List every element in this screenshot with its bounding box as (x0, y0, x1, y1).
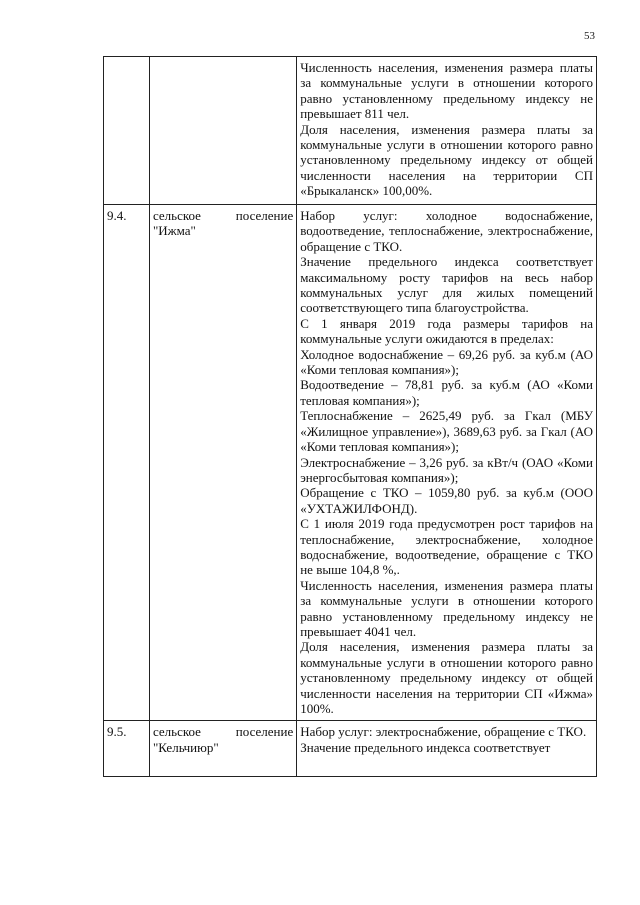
row-number-cell: 9.5. (104, 721, 150, 777)
table-row (104, 205, 597, 721)
page-number: 53 (584, 30, 595, 42)
description-paragraph: Значение предельного индекса соответствует максимальному росту тарифов на весь набор коммунальных услуг для жилых помещений соответствующего типа благоустройства. (300, 254, 593, 316)
row-number-cell: 9.4. (104, 205, 150, 721)
description-paragraph: Численность населения, изменения размера платы за коммунальные услуги в отношении которого равно установленному предельному индексу не превышает 811 чел. (300, 60, 593, 122)
row-number-cell (104, 57, 150, 205)
table-row (104, 721, 597, 777)
description-paragraph: Теплоснабжение – 2625,49 руб. за Гкал (МБУ «Жилищное управление»), 3689,63 руб. за Гкал (АО «Коми тепловая компания»); (300, 408, 593, 455)
description-paragraph: Холодное водоснабжение – 69,26 руб. за куб.м (АО «Коми тепловая компания»); (300, 346, 593, 378)
description-cell (297, 57, 597, 205)
description-cell (297, 205, 597, 721)
settlement-name-cell: сельское поселение "Ижма" (149, 205, 296, 721)
description-cell (297, 721, 597, 777)
settlement-name-cell: сельское поселение "Кельчиюр" (149, 721, 296, 777)
description-paragraph: С 1 января 2019 года размеры тарифов на коммунальные услуги ожидаются в пределах: (300, 315, 593, 347)
description-paragraph: Набор услуг: электроснабжение, обращение с ТКО. (300, 724, 587, 740)
table-row (104, 57, 597, 205)
description-paragraph: Обращение с ТКО – 1059,80 руб. за куб.м (ООО «УХТАЖИЛФОНД). (300, 485, 593, 516)
description-paragraph: Электроснабжение – 3,26 руб. за кВт/ч (ОАО «Коми энергосбытовая компания»); (300, 454, 593, 485)
settlement-name-cell (149, 57, 296, 205)
tariff-table (103, 56, 597, 777)
description-paragraph: Доля населения, изменения размера платы за коммунальные услуги в отношении которого равно установленному предельному индексу от общей численности населения на территории СП «Брыкаланск» 100,00%. (300, 121, 593, 199)
description-paragraph: Значение предельного индекса соответствует (300, 739, 551, 755)
description-paragraph: С 1 июля 2019 года предусмотрен рост тарифов на теплоснабжение, электроснабжение, холодное водоснабжение, водоотведение, обращение с ТКО не выше 104,8 %,. (300, 516, 593, 578)
description-paragraph: Водоотведение – 78,81 руб. за куб.м (АО «Коми тепловая компания»); (300, 377, 593, 408)
description-paragraph: Доля населения, изменения размера платы за коммунальные услуги в отношении которого равно установленному предельному индексу от общей численности населения на территории СП «Ижма» 100%. (300, 639, 593, 716)
description-paragraph: Численность населения, изменения размера платы за коммунальные услуги в отношении которого равно установленному предельному индексу не превышает 4041 чел. (300, 577, 593, 639)
description-paragraph: Набор услуг: холодное водоснабжение, водоотведение, теплоснабжение, электроснабжение, обращение с ТКО. (300, 208, 593, 254)
